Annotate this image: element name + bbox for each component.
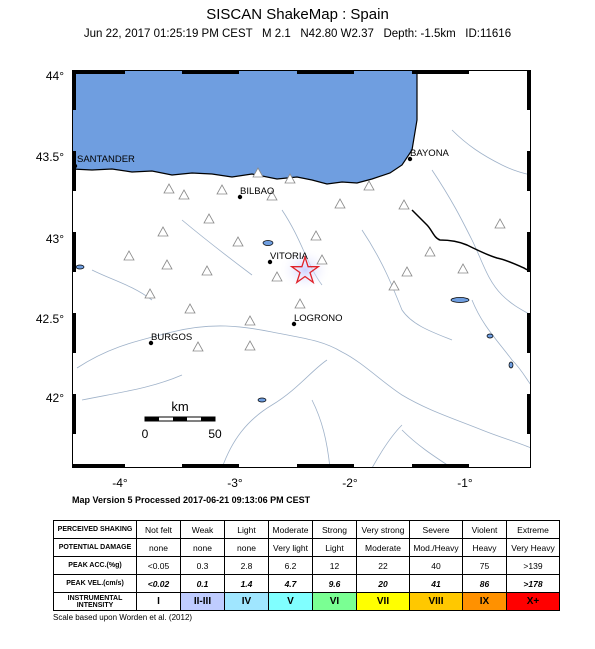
intensity-cell: VI (313, 593, 357, 611)
city-label-burgos: BURGOS (151, 332, 193, 343)
scale-start: 0 (141, 427, 149, 441)
map-title: SISCAN ShakeMap : Spain (206, 6, 389, 23)
legend-cell: 0.1 (181, 575, 225, 593)
city-label-logrono: LOGRONO (294, 313, 343, 324)
legend-cell: Moderate (357, 539, 410, 557)
legend-cell: Very light (269, 539, 313, 557)
intensity-legend (53, 520, 560, 611)
bay-of-biscay (72, 70, 417, 184)
legend-cell: Mod./Heavy (410, 539, 463, 557)
legend-header-vel: PEAK VEL.(cm/s) (54, 575, 137, 593)
city-label-bilbao: BILBAO (240, 186, 275, 197)
intensity-cell: X+ (507, 593, 560, 611)
legend-cell: 1.4 (225, 575, 269, 593)
legend-cell: Very strong (357, 521, 410, 539)
lat-label-43: 43° (45, 232, 64, 246)
lon-label-minus-4: -4° (112, 476, 128, 490)
legend-cell: none (137, 539, 181, 557)
legend-row-vel (54, 575, 560, 593)
lon-label-minus-1: -1° (457, 476, 473, 490)
lon-label-minus-3: -3° (227, 476, 243, 490)
legend-cell: Violent (463, 521, 507, 539)
legend-cell: 12 (313, 557, 357, 575)
intensity-cell: VII (357, 593, 410, 611)
legend-cell: 2.8 (225, 557, 269, 575)
lat-label-42: 42° (45, 391, 64, 405)
legend-cell: none (225, 539, 269, 557)
legend-row-damage (54, 539, 560, 557)
scale-end: 50 (208, 427, 222, 441)
event-info: Jun 22, 2017 01:25:19 PM CEST M 2.1 N42.80 W2.37 Depth: -1.5km ID:11616 (83, 28, 512, 40)
legend-cell: Light (313, 539, 357, 557)
lat-label-43-5: 43.5° (35, 150, 64, 164)
city-label-santander: SANTANDER (77, 154, 135, 165)
legend-cell: Extreme (507, 521, 560, 539)
legend-cell: 22 (357, 557, 410, 575)
intensity-cell: IV (225, 593, 269, 611)
shakemap[interactable] (72, 70, 531, 468)
legend-row-intensity (54, 593, 560, 611)
lat-label-42-5: 42.5° (35, 312, 64, 326)
legend-cell: Not felt (137, 521, 181, 539)
legend-header-shaking: PERCEIVED SHAKING (54, 521, 137, 539)
legend-cell: <0.05 (137, 557, 181, 575)
legend-cell: <0.02 (137, 575, 181, 593)
legend-row-acc (54, 557, 560, 575)
legend-cell: Light (225, 521, 269, 539)
legend-cell: Very Heavy (507, 539, 560, 557)
intensity-cell: IX (463, 593, 507, 611)
legend-cell: Moderate (269, 521, 313, 539)
legend-cell: 9.6 (313, 575, 357, 593)
intensity-cell: II-III (181, 593, 225, 611)
legend-cell: 75 (463, 557, 507, 575)
scale-credit: Scale based upon Worden et al. (2012) (53, 613, 193, 622)
legend-cell: 41 (410, 575, 463, 593)
legend-row-shaking (54, 521, 560, 539)
scale-unit: km (171, 399, 189, 414)
intensity-cell: I (137, 593, 181, 611)
map-canvas[interactable] (72, 70, 531, 468)
intensity-cell: V (269, 593, 313, 611)
city-label-vitoria: VITORIA (270, 251, 308, 262)
legend-cell: 20 (357, 575, 410, 593)
legend-cell: >139 (507, 557, 560, 575)
legend-cell: Severe (410, 521, 463, 539)
legend-cell: 40 (410, 557, 463, 575)
intensity-cell: VIII (410, 593, 463, 611)
legend-header-intensity: INSTRUMENTAL INTENSITY (54, 593, 137, 611)
legend-cell: 6.2 (269, 557, 313, 575)
legend-header-damage: POTENTIAL DAMAGE (54, 539, 137, 557)
legend-cell: >178 (507, 575, 560, 593)
city-label-bayona: BAYONA (410, 148, 449, 159)
legend-cell: Heavy (463, 539, 507, 557)
legend-cell: 0.3 (181, 557, 225, 575)
legend-cell: 4.7 (269, 575, 313, 593)
legend-header-acc: PEAK ACC.(%g) (54, 557, 137, 575)
legend-cell: Weak (181, 521, 225, 539)
lon-label-minus-2: -2° (342, 476, 358, 490)
map-version: Map Version 5 Processed 2017-06-21 09:13:06 PM CEST (72, 495, 311, 505)
legend-cell: none (181, 539, 225, 557)
legend-cell: Strong (313, 521, 357, 539)
legend-cell: 86 (463, 575, 507, 593)
lat-label-44: 44° (45, 69, 64, 83)
